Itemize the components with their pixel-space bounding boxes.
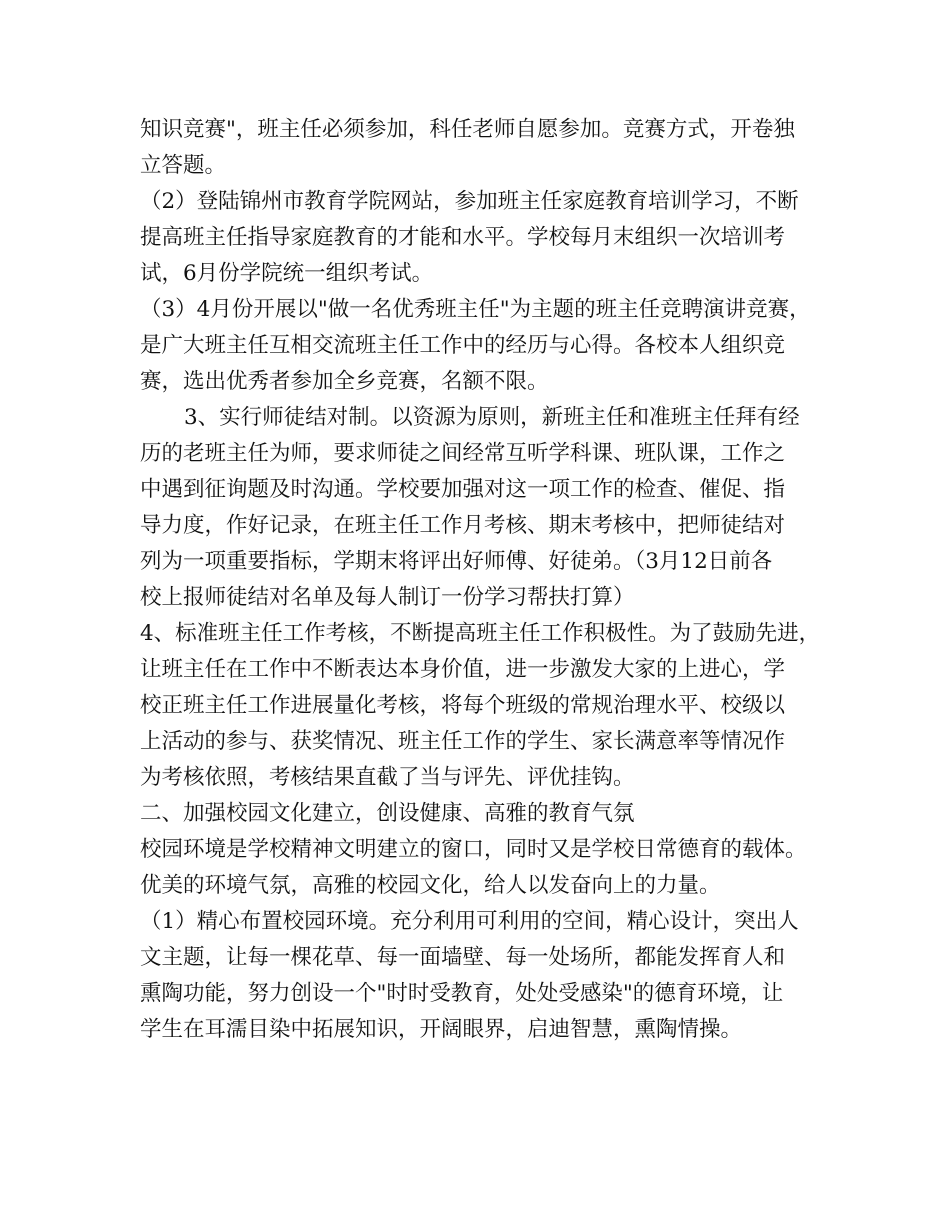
- text-line: 中遇到征询题及时沟通。学校要加强对这一项工作的检查、催促、指: [140, 477, 786, 502]
- text-line: 历的老班主任为师，要求师徒之间经常互听学科课、班队课，工作之: [140, 441, 786, 466]
- text-line: 列为一项重要指标，学期末将评出好师傅、好徒弟。（3月12日前各: [140, 549, 773, 574]
- text-line: （1）精心布置校园环境。充分利用可利用的空间，精心设计，突出人: [140, 909, 799, 934]
- section-title: 二、加强校园文化建立，创设健康、高雅的教育气氛: [140, 801, 635, 826]
- text-line: 知识竞赛"，班主任必须参加，科任老师自愿参加。竞赛方式，开卷独: [140, 117, 795, 142]
- text-line: 熏陶功能，努力创设一个"时时受教育，处处受感染"的德育环境，让: [140, 981, 784, 1006]
- text-line: 优美的环境气氛，高雅的校园文化，给人以发奋向上的力量。: [140, 873, 721, 898]
- text-line: 立答题。: [140, 153, 227, 178]
- text-line: 为考核依照，考核结果直截了当与评先、评优挂钩。: [140, 765, 635, 790]
- section-heading-line: 4、标准班主任工作考核，不断提高班主任工作积极性。为了鼓励先进，: [140, 621, 821, 646]
- text-line: （3）4月份开展以"做一名优秀班主任"为主题的班主任竞聘演讲竞赛，: [140, 297, 811, 322]
- text-line: 是广大班主任互相交流班主任工作中的经历与心得。各校本人组织竞: [140, 333, 786, 358]
- text-line: 校正班主任工作进展量化考核，将每个班级的常规治理水平、校级以: [140, 693, 786, 718]
- text-line: 让班主任在工作中不断表达本身价值，进一步激发大家的上进心，学: [140, 657, 786, 682]
- text-line: 校上报师徒结对名单及每人制订一份学习帮扶打算）: [140, 585, 635, 610]
- text-line: 导力度，作好记录，在班主任工作月考核、期末考核中，把师徒结对: [140, 513, 786, 538]
- text-line: 上活动的参与、获奖情况、班主任工作的学生、家长满意率等情况作: [140, 729, 786, 754]
- section-heading-line: 3、实行师徒结对制。以资源为原则，新班主任和准班主任拜有经: [184, 405, 800, 430]
- text-line: 校园环境是学校精神文明建立的窗口，同时又是学校日常德育的载体。: [140, 837, 807, 862]
- document-page: [140, 112, 840, 1048]
- text-line: 赛，选出优秀者参加全乡竞赛，名额不限。: [140, 369, 549, 394]
- text-line: （2）登陆锦州市教育学院网站，参加班主任家庭教育培训学习，不断: [140, 189, 799, 214]
- text-line: 学生在耳濡目染中拓展知识，开阔眼界，启迪智慧，熏陶情操。: [140, 1017, 743, 1042]
- text-line: 提高班主任指导家庭教育的才能和水平。学校每月末组织一次培训考: [140, 225, 786, 250]
- text-line: 试，6月份学院统一组织考试。: [140, 261, 434, 286]
- text-line: 文主题，让每一棵花草、每一面墙壁、每一处场所，都能发挥育人和: [140, 945, 786, 970]
